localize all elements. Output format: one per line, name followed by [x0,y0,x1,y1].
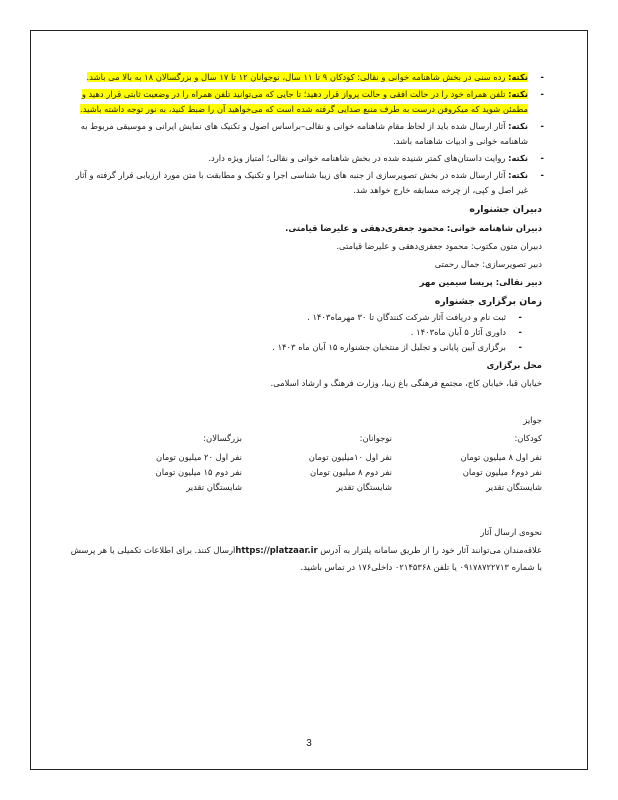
prize-column-teens [242,431,392,495]
note-item [66,70,542,85]
note-label: نکته: [508,170,528,180]
secretary-line: دبیران متون مکتوب: محمود جعفری‌دهقی و علیرضا قیامتی. [336,241,542,251]
note-item [66,87,542,117]
document-body [66,70,542,576]
prize-column-title: نوجوانان: [359,433,392,443]
prize-item: شایستگان تقدیر [486,482,542,492]
prize-item: شایستگان تقدیر [336,482,392,492]
schedule-item: - برگزاری آیین پایانی و تجلیل از منتخبان جشنواره ۱۵ آبان ماه ۱۴۰۳ . [66,340,520,355]
platform-link[interactable]: https://platzaar.ir [235,545,318,555]
prize-item: نفر اول ۸ میلیون تومان [460,452,542,462]
note-label: نکته: [508,72,528,82]
secretary-line: دبیر تصویرسازی: جمال رحمتی [434,259,542,269]
note-text: آثار ارسال شده در بخش تصویرسازی از جنبه های زیبا شناسی اجرا و تکنیک و مطابقت با متن مورد ارزیابی قرار گرفته و آثار غیر اصل و کپی، از چرخه مسابقه خارج خواهد شد. [75,170,528,195]
prize-column-title: کودکان: [514,433,542,443]
schedule-item: - ثبت نام و دریافت آثار شرکت کنندگان تا ۳۰ مهرماه۱۴۰۳ . [66,310,520,325]
prizes-heading: جوایز [523,415,542,425]
note-item [66,151,542,166]
note-text: آثار ارسال شده باید از لحاظ مقام شاهنامه خوانی و نقالی–براساس اصول و تکنیک های نمایش ایرانی و موسیقی مربوط به شاهنامه خوانی و ادبیات شاهنامه باشد. [80,121,528,146]
prize-item: نفر اول ۲۰ میلیون تومان [156,452,242,462]
prize-column-adults [82,431,242,495]
prize-column-children [392,431,542,495]
prize-item: شایستگان تقدیر [186,482,242,492]
submission-text-end: ارسال کنند. برای اطلاعات تکمیلی یا هر پرسش با شماره ۰۹۱۷۸۷۲۲۷۱۳ یا تلفن ۰۲۱۴۵۳۶۸ داخلی۱۷۶ در تماس باشید. [70,545,542,572]
secretary-line: دبیر نقالی: پریسا سیمین مهر [419,277,542,287]
prize-item: نفر اول ۱۰میلیون تومان [308,452,392,462]
prize-item: نفر دوم ۸ میلیون تومان [310,467,392,477]
prize-column-title: بزرگسالان: [203,433,242,443]
venue-text: خیابان قبا، خیابان کاج، مجتمع فرهنگی باغ زیبا، وزارت فرهنگ و ارشاد اسلامی. [270,378,542,388]
submission-text-start: علاقه‌مندان می‌توانند آثار خود را از طریق سامانه پلتزار به آدرس [320,545,542,555]
note-label: نکته: [508,89,528,99]
prizes-table [66,431,542,495]
prize-item: نفر دوم۶ میلیون تومان [462,467,542,477]
note-text: روایت داستان‌های کمتر شنیده شده در بخش شاهنامه خوانی و نقالی؛ امتیاز ویژه دارد. [208,153,506,163]
schedule-heading: زمان برگزاری جشنواره [434,296,542,307]
prize-item: نفر دوم ۱۵ میلیون تومان [155,467,242,477]
submission-heading: نحوه‌ی ارسال آثار [480,527,542,537]
note-text: رده سنی در بخش شاهنامه خوانی و نقالی: کودکان ۹ تا ۱۱ سال، نوجوانان ۱۲ تا ۱۷ سال و بزرگسالان ۱۸ به بالا می باشد. [86,72,506,82]
secretary-line: دبیران شاهنامه خوانی: محمود جعفری‌دهقی و علیرضا قیامتی. [285,223,542,233]
note-label: نکته: [508,153,528,163]
note-item [66,119,542,149]
venue-heading: محل برگزاری [486,360,542,370]
secretaries-heading: دبیران جشنواره [469,204,542,215]
submission-text [66,542,542,576]
page-number: 3 [306,738,312,749]
note-item [66,168,542,198]
note-text: تلفن همراه خود را در حالت افقی و حالت پرواز قرار دهید؛ تا جایی که می‌توانید تلفن همراه را در وضعیت ثابتی قرار دهید و مطمئن شوید که میکروفن درست به طرف منبع صدایی گرفته شده است که می‌خواهید آن را ضبط کنید، به نور توجه داشته باشید. [80,89,528,114]
note-label: نکته: [508,121,528,131]
schedule-item: - داوری آثار ۵ آبان ماه۱۴۰۳ . [66,325,520,340]
schedule-list [66,310,542,355]
